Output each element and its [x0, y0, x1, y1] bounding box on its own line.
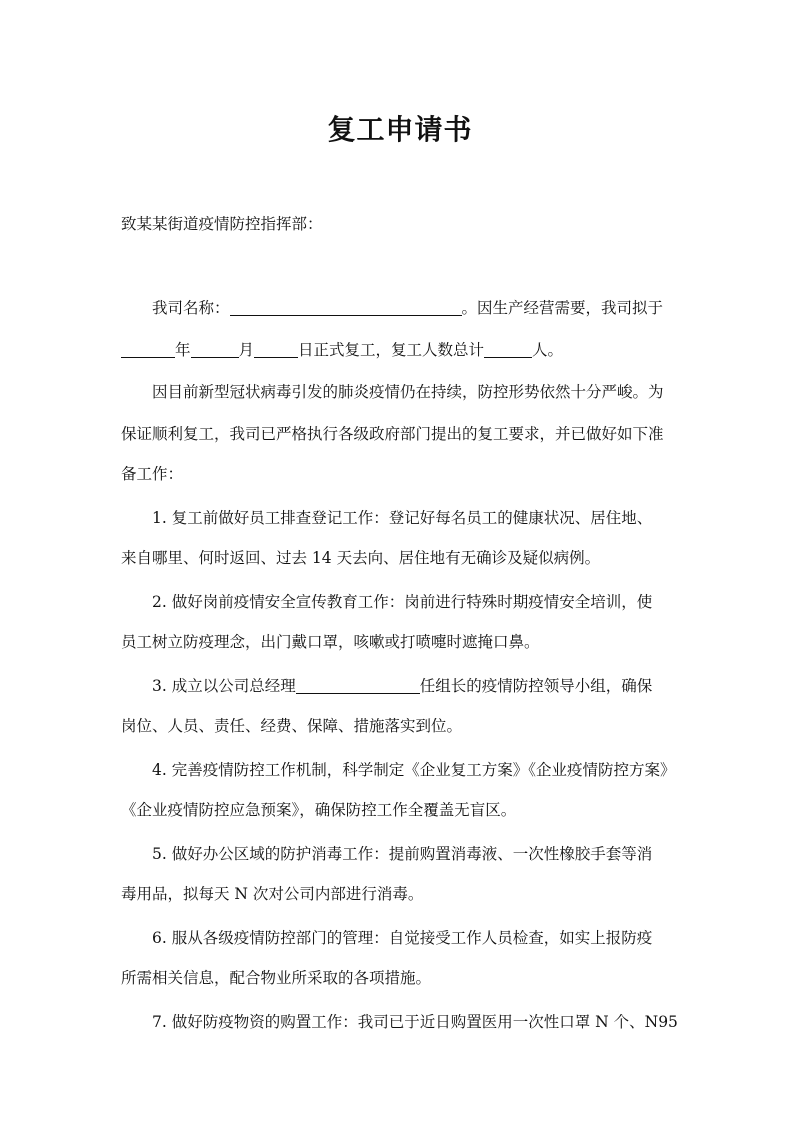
- item-5-line: 5. 做好办公区域的防护消毒工作：提前购置消毒液、一次性橡胶手套等消: [152, 845, 653, 863]
- company-name-line: [152, 298, 663, 318]
- item-7-line: 7. 做好防疫物资的购置工作：我司已于近日购置医用一次性口罩 N 个、N95: [152, 1013, 678, 1031]
- item-1-line: 1. 复工前做好员工排查登记工作：登记好每名员工的健康状况、居住地、: [152, 509, 653, 527]
- paragraph-line: 因目前新型冠状病毒引发的肺炎疫情仍在持续，防控形势依然十分严峻。为: [152, 383, 664, 401]
- item-3-prefix: 3. 成立以公司总经理: [152, 677, 296, 695]
- addressee-line: 致某某街道疫情防控指挥部：: [121, 215, 323, 233]
- company-name-blank[interactable]: [230, 300, 462, 316]
- item-4-line: 4. 完善疫情防控工作机制，科学制定《企业复工方案》《企业疫情防控方案》: [152, 761, 676, 779]
- item-3-suffix: 任组长的疫情防控领导小组，确保: [419, 677, 653, 695]
- item-4-line: 《企业疫情防控应急预案》，确保防控工作全覆盖无盲区。: [121, 801, 517, 819]
- day-blank[interactable]: [254, 342, 298, 358]
- item-2-line: 员工树立防疫理念，出门戴口罩，咳嗽或打喷嚏时遮掩口鼻。: [121, 633, 540, 651]
- paragraph-line: 备工作：: [121, 465, 184, 483]
- company-name-label: 我司名称：: [152, 299, 230, 317]
- paragraph-line: 保证顺利复工，我司已严格执行各级政府部门提出的复工要求，并已做好如下准: [121, 425, 664, 443]
- year-blank[interactable]: [121, 342, 175, 358]
- item-3-line: [152, 676, 652, 696]
- item-1-line: 来自哪里、何时返回、过去 14 天去向、居住地有无确诊及疑似病例。: [121, 549, 601, 567]
- item-2-line: 2. 做好岗前疫情安全宣传教育工作：岗前进行特殊时期疫情安全培训，使: [152, 593, 653, 611]
- document-title: 复工申请书: [327, 113, 473, 146]
- headcount-blank[interactable]: [484, 342, 532, 358]
- item-3-line: 岗位、人员、责任、经费、保障、措施落实到位。: [121, 717, 463, 735]
- month-blank[interactable]: [191, 342, 239, 358]
- item-6-line: 所需相关信息，配合物业所采取的各项措施。: [121, 969, 432, 987]
- item-5-line: 毒用品，拟每天 N 次对公司内部进行消毒。: [121, 885, 424, 903]
- headcount-label: 人。: [532, 341, 564, 359]
- resume-date-line: [121, 340, 563, 360]
- company-name-suffix: 。因生产经营需要，我司拟于: [461, 299, 664, 317]
- month-label: 月: [238, 341, 255, 359]
- general-manager-blank[interactable]: [296, 678, 420, 694]
- item-6-line: 6. 服从各级疫情防控部门的管理：自觉接受工作人员检查，如实上报防疫: [152, 929, 653, 947]
- day-label: 日正式复工，复工人数总计: [298, 341, 485, 359]
- year-label: 年: [175, 341, 191, 359]
